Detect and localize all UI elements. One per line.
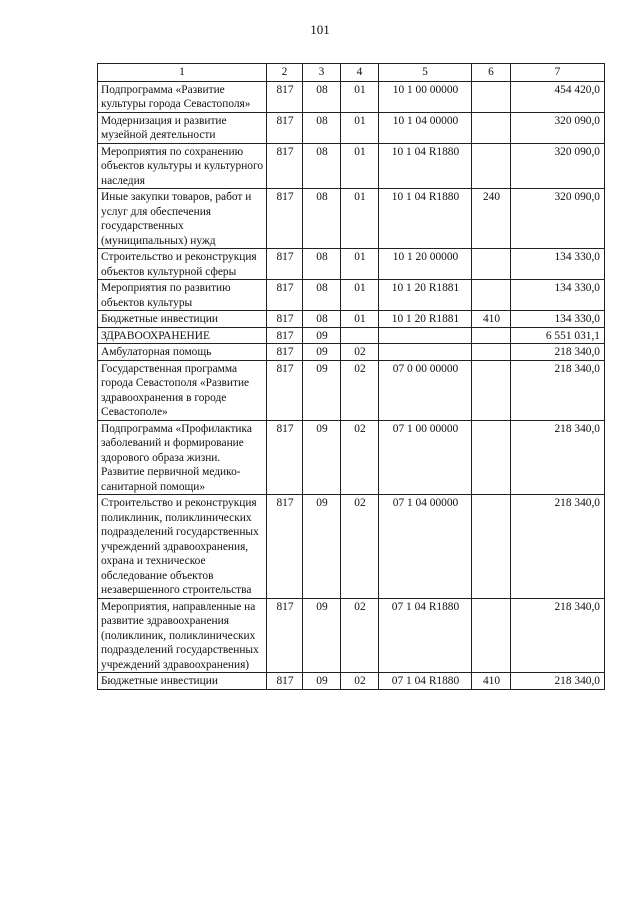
table-row — [98, 673, 605, 690]
column-header: 7 — [511, 64, 605, 82]
expense-type-cell — [472, 344, 511, 361]
expense-type-cell — [472, 280, 511, 311]
ministry-code-cell: 817 — [267, 280, 303, 311]
ministry-code-cell: 817 — [267, 81, 303, 112]
section-cell: 09 — [303, 598, 341, 673]
amount-cell: 320 090,0 — [511, 189, 605, 249]
subsection-cell: 01 — [341, 280, 379, 311]
table-row — [98, 249, 605, 280]
amount-cell: 6 551 031,1 — [511, 327, 605, 344]
page-number: 101 — [310, 22, 330, 37]
amount-cell: 218 340,0 — [511, 420, 605, 495]
expense-type-cell — [472, 598, 511, 673]
table-header-row — [98, 64, 605, 82]
section-cell: 09 — [303, 344, 341, 361]
row-name-cell: Иные закупки товаров, работ и услуг для обеспечения государственных (муниципальных) нужд — [98, 189, 267, 249]
row-name-cell: Мероприятия, направленные на развитие здравоохранения (поликлиник, поликлинических подразделений государственных учреждений здравоохранения) — [98, 598, 267, 673]
row-name-cell: ЗДРАВООХРАНЕНИЕ — [98, 327, 267, 344]
section-cell: 08 — [303, 112, 341, 143]
ministry-code-cell: 817 — [267, 189, 303, 249]
table-row — [98, 327, 605, 344]
row-name-cell: Подпрограмма «Профилактика заболеваний и формирование здорового образа жизни. Развитие первичной медико-санитарной помощи» — [98, 420, 267, 495]
amount-cell: 134 330,0 — [511, 280, 605, 311]
expense-type-cell: 410 — [472, 311, 511, 328]
target-article-cell — [379, 344, 472, 361]
section-cell: 08 — [303, 81, 341, 112]
table-row — [98, 495, 605, 599]
amount-cell: 218 340,0 — [511, 673, 605, 690]
amount-cell: 134 330,0 — [511, 249, 605, 280]
row-name-cell: Государственная программа города Севастополя «Развитие здравоохранения в городе Севастополе» — [98, 360, 267, 420]
target-article-cell: 10 1 20 R1881 — [379, 311, 472, 328]
subsection-cell: 02 — [341, 598, 379, 673]
section-cell: 08 — [303, 280, 341, 311]
section-cell: 08 — [303, 143, 341, 189]
amount-cell: 218 340,0 — [511, 495, 605, 599]
section-cell: 09 — [303, 360, 341, 420]
ministry-code-cell: 817 — [267, 311, 303, 328]
amount-cell: 320 090,0 — [511, 143, 605, 189]
subsection-cell: 02 — [341, 495, 379, 599]
subsection-cell: 01 — [341, 81, 379, 112]
target-article-cell: 10 1 04 R1880 — [379, 189, 472, 249]
row-name-cell: Бюджетные инвестиции — [98, 673, 267, 690]
subsection-cell: 02 — [341, 360, 379, 420]
column-header: 2 — [267, 64, 303, 82]
amount-cell: 218 340,0 — [511, 344, 605, 361]
table-row — [98, 311, 605, 328]
ministry-code-cell: 817 — [267, 495, 303, 599]
section-cell: 09 — [303, 495, 341, 599]
section-cell: 09 — [303, 673, 341, 690]
ministry-code-cell: 817 — [267, 360, 303, 420]
target-article-cell: 07 1 00 00000 — [379, 420, 472, 495]
section-cell: 08 — [303, 189, 341, 249]
section-cell: 08 — [303, 249, 341, 280]
column-header: 1 — [98, 64, 267, 82]
table-row — [98, 81, 605, 112]
column-header: 5 — [379, 64, 472, 82]
target-article-cell: 10 1 04 00000 — [379, 112, 472, 143]
ministry-code-cell: 817 — [267, 598, 303, 673]
expense-type-cell — [472, 327, 511, 344]
subsection-cell — [341, 327, 379, 344]
subsection-cell: 01 — [341, 112, 379, 143]
table-row — [98, 143, 605, 189]
subsection-cell: 02 — [341, 673, 379, 690]
table-row — [98, 112, 605, 143]
row-name-cell: Модернизация и развитие музейной деятельности — [98, 112, 267, 143]
table-row — [98, 344, 605, 361]
ministry-code-cell: 817 — [267, 420, 303, 495]
target-article-cell: 07 1 04 00000 — [379, 495, 472, 599]
subsection-cell: 02 — [341, 420, 379, 495]
ministry-code-cell: 817 — [267, 673, 303, 690]
expense-type-cell — [472, 112, 511, 143]
row-name-cell: Амбулаторная помощь — [98, 344, 267, 361]
target-article-cell: 10 1 00 00000 — [379, 81, 472, 112]
table-row — [98, 360, 605, 420]
subsection-cell: 01 — [341, 249, 379, 280]
subsection-cell: 01 — [341, 189, 379, 249]
target-article-cell: 10 1 20 R1881 — [379, 280, 472, 311]
expense-type-cell — [472, 143, 511, 189]
ministry-code-cell: 817 — [267, 344, 303, 361]
row-name-cell: Мероприятия по сохранению объектов культуры и культурного наследия — [98, 143, 267, 189]
target-article-cell: 07 0 00 00000 — [379, 360, 472, 420]
budget-table — [97, 63, 605, 690]
expense-type-cell — [472, 360, 511, 420]
column-header: 4 — [341, 64, 379, 82]
section-cell: 08 — [303, 311, 341, 328]
ministry-code-cell: 817 — [267, 112, 303, 143]
expense-type-cell — [472, 495, 511, 599]
target-article-cell: 07 1 04 R1880 — [379, 598, 472, 673]
row-name-cell: Строительство и реконструкция поликлиник, поликлинических подразделений государственных учреждений здравоохранения, охрана и техническое обследование объектов незавершенного строительства — [98, 495, 267, 599]
ministry-code-cell: 817 — [267, 249, 303, 280]
subsection-cell: 01 — [341, 143, 379, 189]
row-name-cell: Строительство и реконструкция объектов культурной сферы — [98, 249, 267, 280]
expense-type-cell — [472, 81, 511, 112]
section-cell: 09 — [303, 327, 341, 344]
amount-cell: 454 420,0 — [511, 81, 605, 112]
expense-type-cell — [472, 249, 511, 280]
table-row — [98, 280, 605, 311]
target-article-cell: 10 1 04 R1880 — [379, 143, 472, 189]
row-name-cell: Бюджетные инвестиции — [98, 311, 267, 328]
expense-type-cell: 410 — [472, 673, 511, 690]
amount-cell: 134 330,0 — [511, 311, 605, 328]
subsection-cell: 01 — [341, 311, 379, 328]
target-article-cell: 07 1 04 R1880 — [379, 673, 472, 690]
subsection-cell: 02 — [341, 344, 379, 361]
row-name-cell: Мероприятия по развитию объектов культуры — [98, 280, 267, 311]
table-row — [98, 420, 605, 495]
section-cell: 09 — [303, 420, 341, 495]
expense-type-cell: 240 — [472, 189, 511, 249]
table-row — [98, 189, 605, 249]
row-name-cell: Подпрограмма «Развитие культуры города Севастополя» — [98, 81, 267, 112]
ministry-code-cell: 817 — [267, 143, 303, 189]
column-header: 3 — [303, 64, 341, 82]
column-header: 6 — [472, 64, 511, 82]
amount-cell: 218 340,0 — [511, 360, 605, 420]
amount-cell: 320 090,0 — [511, 112, 605, 143]
expense-type-cell — [472, 420, 511, 495]
table-row — [98, 598, 605, 673]
target-article-cell — [379, 327, 472, 344]
target-article-cell: 10 1 20 00000 — [379, 249, 472, 280]
amount-cell: 218 340,0 — [511, 598, 605, 673]
ministry-code-cell: 817 — [267, 327, 303, 344]
